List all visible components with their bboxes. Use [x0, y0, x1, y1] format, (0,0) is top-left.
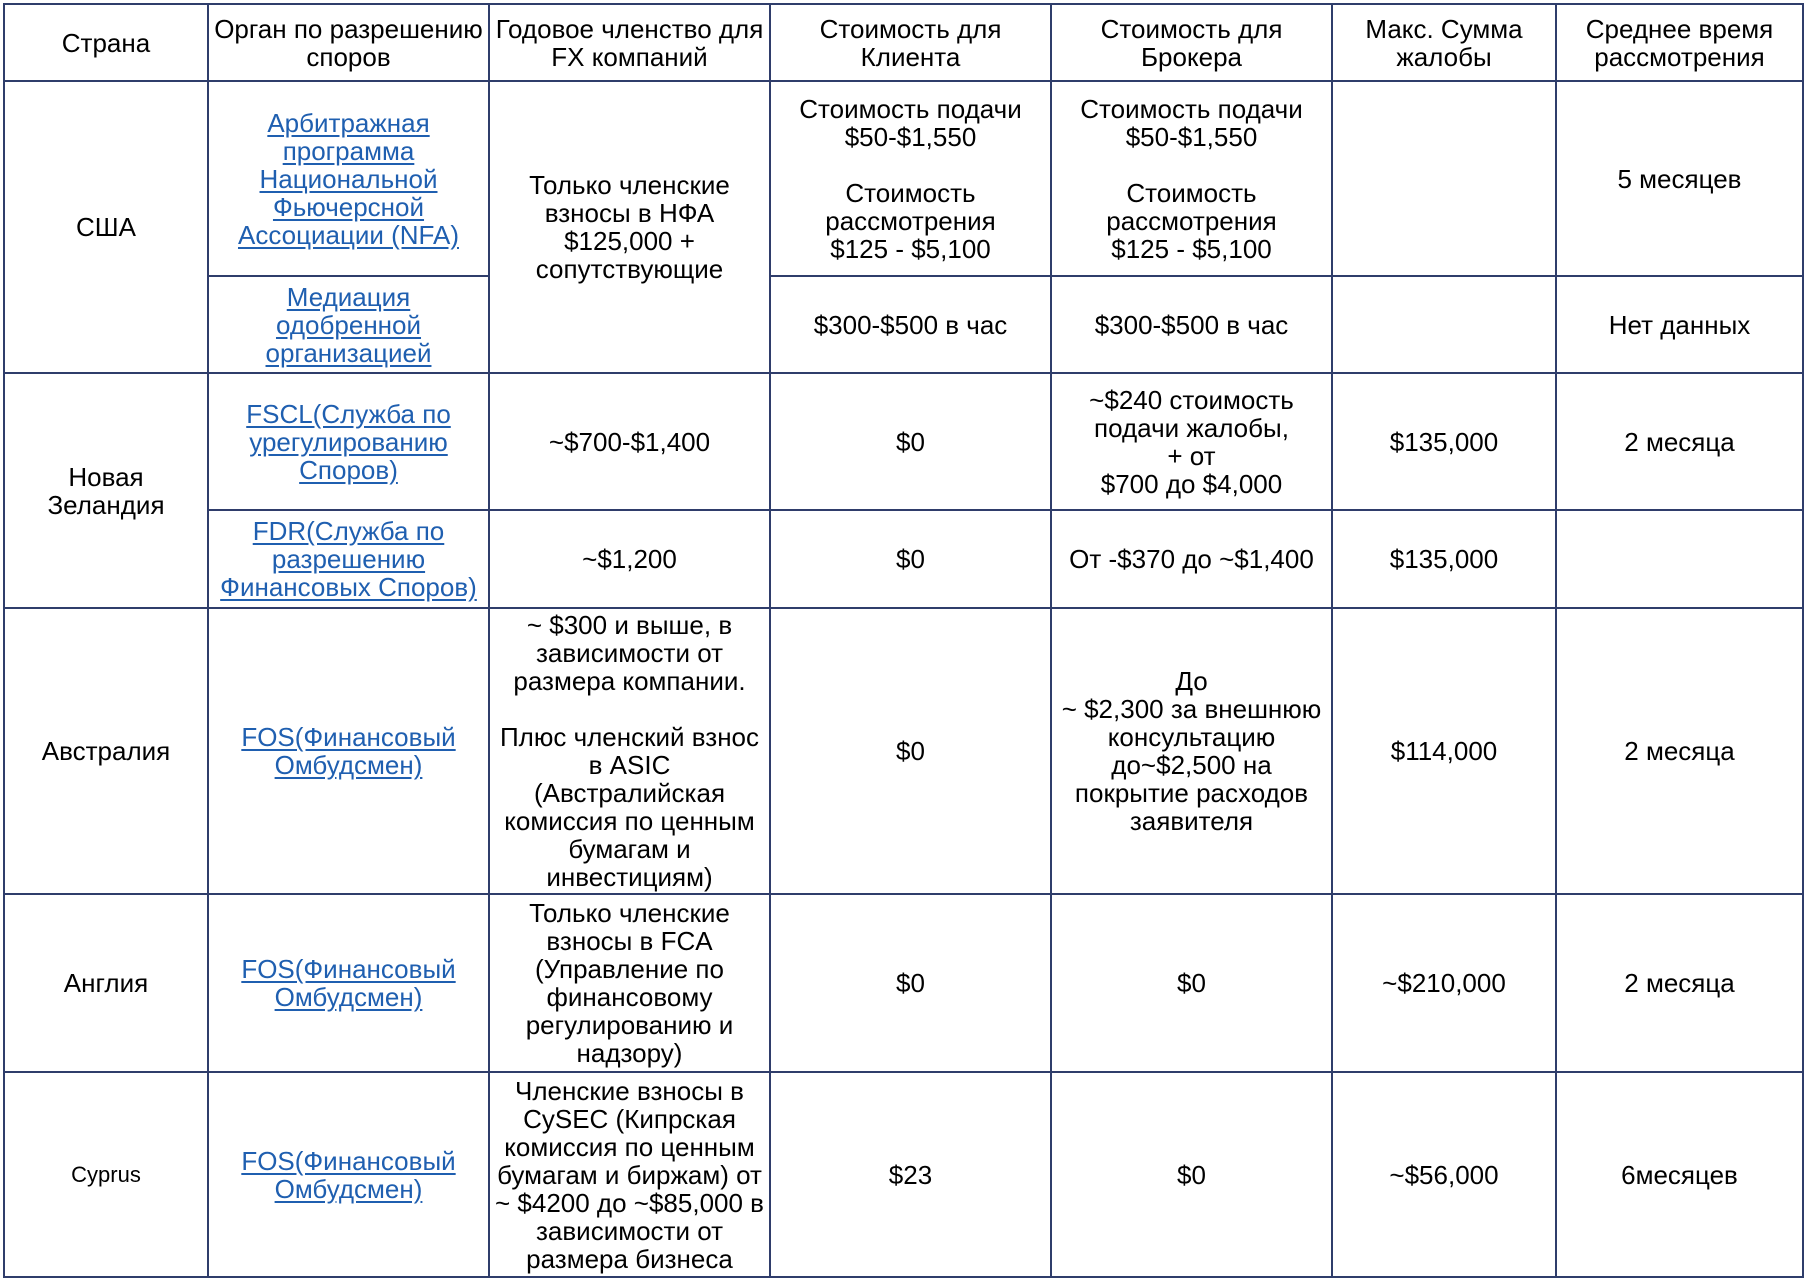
membership-nz-fdr: ~$1,200	[489, 510, 770, 608]
client-cost-usa-mediation: $300-$500 в час	[770, 276, 1051, 373]
header-country: Страна	[4, 4, 208, 81]
country-nz: Новая Зеландия	[4, 373, 208, 608]
dispute-resolution-table	[3, 3, 1804, 1278]
broker-cost-australia: До ~ $2,300 за внешнюю консультацию до~$2,500 на покрытие расходов заявителя	[1051, 608, 1332, 894]
table-row-england	[4, 894, 1803, 1072]
avg-time-usa-mediation: Нет данных	[1556, 276, 1803, 373]
fscl-link[interactable]: FSCL(Служба по урегулированию Споров)	[246, 398, 451, 485]
client-cost-england: $0	[770, 894, 1051, 1072]
avg-time-australia: 2 месяца	[1556, 608, 1803, 894]
client-cost-nz-fscl: $0	[770, 373, 1051, 510]
avg-time-nz-fdr	[1556, 510, 1803, 608]
avg-time-usa-nfa: 5 месяцев	[1556, 81, 1803, 276]
header-broker-cost: Стоимость для Брокера	[1051, 4, 1332, 81]
body-australia	[208, 608, 489, 894]
comparison-table-frame	[3, 3, 1802, 1274]
body-nz-fscl	[208, 373, 489, 510]
broker-cost-usa-nfa: Стоимость подачи $50-$1,550 Стоимость рассмотрения $125 - $5,100	[1051, 81, 1332, 276]
country-australia: Австралия	[4, 608, 208, 894]
client-cost-australia: $0	[770, 608, 1051, 894]
header-client-cost: Стоимость для Клиента	[770, 4, 1051, 81]
body-nz-fdr	[208, 510, 489, 608]
avg-time-cyprus: 6месяцев	[1556, 1072, 1803, 1277]
header-row	[4, 4, 1803, 81]
membership-cyprus: Членские взносы в CySEC (Кипрская комиссия по ценным бумагам и биржам) от ~ $4200 до ~$85,000 в зависимости от размера бизнеса	[489, 1072, 770, 1277]
membership-australia: ~ $300 и выше, в зависимости от размера компании. Плюс членский взнос в ASIC (Австралийская комиссия по ценным бумагам и инвестициям)	[489, 608, 770, 894]
table-row-cyprus	[4, 1072, 1803, 1277]
broker-cost-england: $0	[1051, 894, 1332, 1072]
max-amount-usa-mediation	[1332, 276, 1556, 373]
client-cost-cyprus: $23	[770, 1072, 1051, 1277]
membership-nz-fscl: ~$700-$1,400	[489, 373, 770, 510]
max-amount-usa-nfa	[1332, 81, 1556, 276]
client-cost-usa-nfa: Стоимость подачи $50-$1,550 Стоимость рассмотрения $125 - $5,100	[770, 81, 1051, 276]
broker-cost-nz-fdr: От -$370 до ~$1,400	[1051, 510, 1332, 608]
body-england	[208, 894, 489, 1072]
header-body: Орган по разрешению споров	[208, 4, 489, 81]
mediation-link[interactable]: Медиация одобренной организацией	[265, 281, 432, 368]
broker-cost-usa-mediation: $300-$500 в час	[1051, 276, 1332, 373]
table-row-australia	[4, 608, 1803, 894]
max-amount-nz-fdr: $135,000	[1332, 510, 1556, 608]
header-membership: Годовое членство для FX компаний	[489, 4, 770, 81]
avg-time-england: 2 месяца	[1556, 894, 1803, 1072]
table-row-usa-mediation	[4, 276, 1803, 373]
fdr-link[interactable]: FDR(Служба по разрешению Финансовых Споров)	[220, 516, 477, 602]
country-england: Англия	[4, 894, 208, 1072]
country-cyprus: Cyprus	[4, 1072, 208, 1277]
max-amount-cyprus: ~$56,000	[1332, 1072, 1556, 1277]
broker-cost-nz-fscl: ~$240 стоимость подачи жалобы, + от $700 до $4,000	[1051, 373, 1332, 510]
table-row-nz-fscl	[4, 373, 1803, 510]
max-amount-england: ~$210,000	[1332, 894, 1556, 1072]
membership-england: Только членские взносы в FCA (Управление по финансовому регулированию и надзору)	[489, 894, 770, 1072]
membership-usa: Только членские взносы в НФА $125,000 + сопутствующие	[489, 81, 770, 373]
header-max-amount: Макс. Сумма жалобы	[1332, 4, 1556, 81]
fos-england-link[interactable]: FOS(Финансовый Омбудсмен)	[241, 954, 456, 1012]
client-cost-nz-fdr: $0	[770, 510, 1051, 608]
body-usa-mediation	[208, 276, 489, 373]
fos-australia-link[interactable]: FOS(Финансовый Омбудсмен)	[241, 722, 456, 780]
table-row-usa-nfa	[4, 81, 1803, 276]
nfa-arbitration-link[interactable]: Арбитражная программа Национальной Фьючерсной Ассоциации (NFA)	[237, 107, 459, 250]
header-avg-time: Среднее время рассмотрения	[1556, 4, 1803, 81]
max-amount-australia: $114,000	[1332, 608, 1556, 894]
country-usa: США	[4, 81, 208, 373]
body-usa-nfa	[208, 81, 489, 276]
broker-cost-cyprus: $0	[1051, 1072, 1332, 1277]
table-row-nz-fdr	[4, 510, 1803, 608]
avg-time-nz-fscl: 2 месяца	[1556, 373, 1803, 510]
fos-cyprus-link[interactable]: FOS(Финансовый Омбудсмен)	[241, 1145, 456, 1204]
max-amount-nz-fscl: $135,000	[1332, 373, 1556, 510]
body-cyprus	[208, 1072, 489, 1277]
